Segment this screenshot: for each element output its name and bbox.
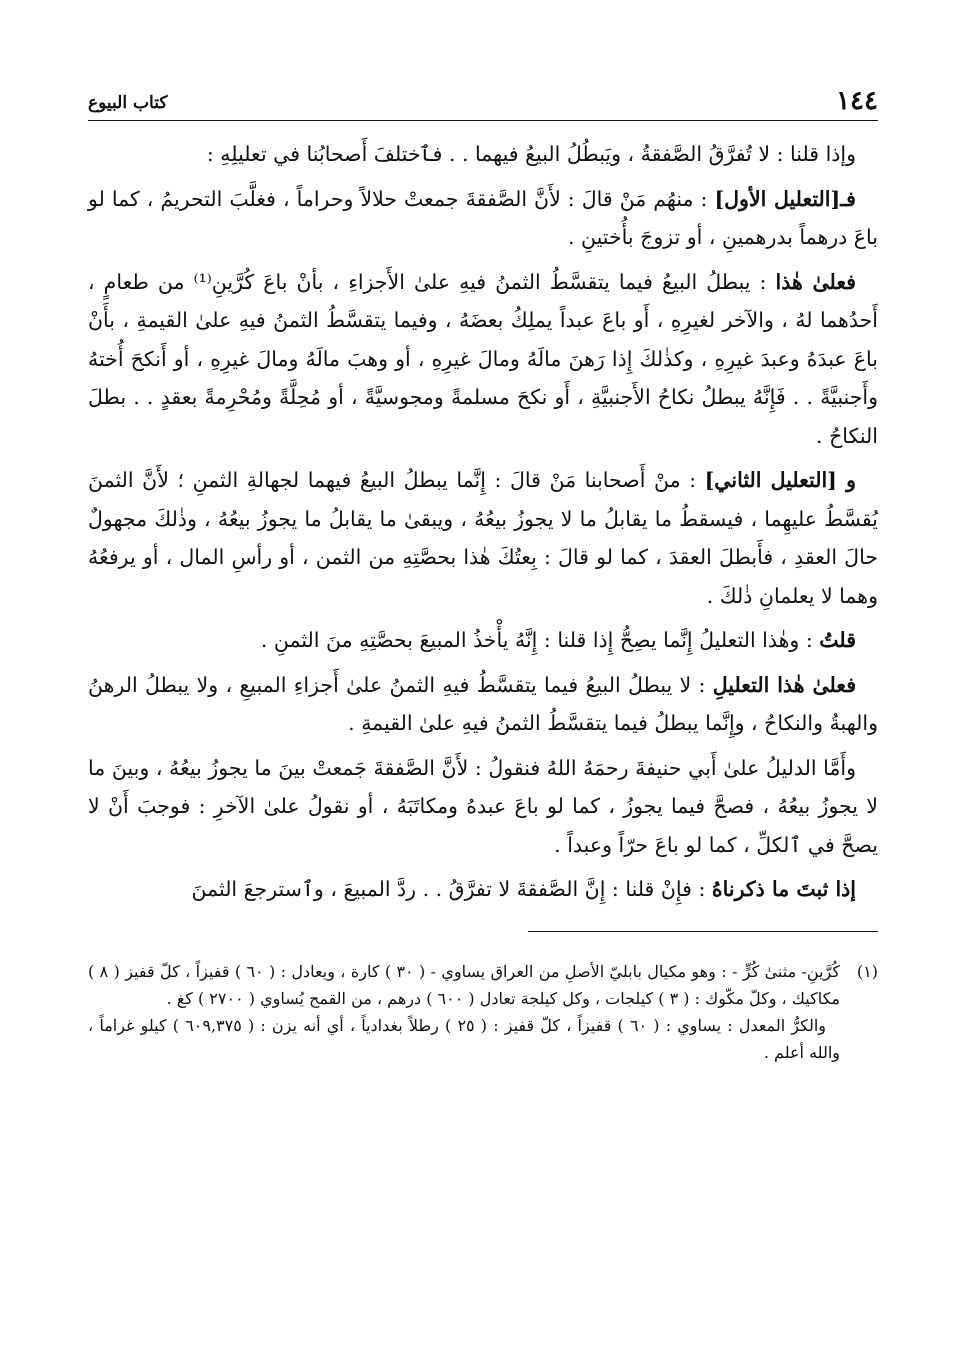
paragraph-text: وأَمَّا الدليلُ علىٰ أَبي حنيفةَ رحمَهُ اللهُ فنقولُ : لأَنَّ الصَّفقةَ جَمعتْ بينَ ما يجوزُ بيعُهُ ، وبينَ ما لا يجوزُ بيعُهُ ، فصحَّ فيما يجوزُ ، كما لو باعَ عبدهُ ومكاتَبَهُ ، أو نقولُ علىٰ الآخرِ : فوجبَ أَنْ لا يصحَّ في ٱلكلِّ ، كما لو باعَ حرّاً وعبداً . — [88, 755, 878, 857]
paragraph-lead: فـ[التعليل الأول] — [714, 186, 856, 211]
paragraph-lead: فعلىٰ هٰذا — [775, 269, 857, 294]
paragraph-text: : لا يبطلُ البيعُ فيما يتقسَّطُ فيهِ الثمنُ علىٰ أَجزاءِ المبيعِ ، ولا يبطلُ الرهنُ والهبةُ والنكاحُ ، وإِنَّما يبطلُ فيما يتقسَّطُ الثمنُ فيهِ علىٰ القيمةِ . — [88, 672, 878, 735]
paragraph-text: : يبطلُ البيعُ فيما يتقسَّطُ الثمنُ فيهِ علىٰ الأَجزاءِ ، بأنْ باعَ كُرَّينِ⁽¹⁾ من طعامٍ ، أَحدُهما لهُ ، والآخر لغيرِهِ ، أَو باعَ عبداً يملِكُ بعضَهُ ، وفيما يتقسَّطُ الثمنُ فيهِ علىٰ القيمةِ ، بأَنْ باعَ عبدَهُ وعبدَ غيرِهِ ، وكذٰلكَ إِذا رَهنَ مالَهُ ومالَ غيرِهِ ، أو وهبَ مالَهُ ومالَ غيرِهِ ، أو أَنكحَ أُختهُ وأَجنبيَّةً . . فَإِنَّهُ يبطلُ نكاحُ الأَجنبيَّةِ ، أَو نكحَ مسلمةً ومجوسيَّةً ، أو مُحِلَّةً ومُحْرِمةً بعقدٍ . . بطلَ النكاحُ . — [88, 269, 878, 448]
paragraph — [88, 870, 878, 909]
paragraph-text: وإذا قلنا : لا تُفرَّقُ الصَّفقةُ ، ويَبطُلُ البيعُ فيهما . . فٱختلفَ أَصحابُنا في تعليلِهِ : — [206, 142, 856, 166]
paragraph-text: : منهُم مَنْ قالَ : لأَنَّ الصَّفقةَ جمعتْ حلالاً وحراماً ، فغلَّبَ التحريمُ ، كما لو باعَ درهماً بدرهمينِ ، أو تزوجَ بأُختينِ . — [88, 186, 878, 249]
paragraph-text: : فإِنْ قلنا : إِنَّ الصَّفقةَ لا تفرَّقُ . . ردَّ المبيعَ ، وٱسترجعَ الثمنَ — [191, 877, 712, 901]
paragraph — [88, 263, 878, 456]
footnote-body — [88, 958, 840, 1066]
paragraph-lead: إذا ثبتَ ما ذكرناهُ — [711, 877, 856, 901]
paragraph-lead: قلتُ — [819, 628, 856, 652]
paragraph — [88, 135, 878, 174]
page-number: ١٤٤ — [836, 86, 878, 116]
footnote-marker: (١) — [856, 961, 878, 981]
footnote-line: كُرَّينِ- مثنىٰ كُرٍّ - : وهو مكيال بابليّ الأصلِ من العراق يساوي - ( ٣٠ ) كارة ، ويعادل : ( ٦٠ ) قفيزاً ، كلّ قفيز ( ٨ ) مكاكيك ، وكلّ مكّوك : ( ٣ ) كيلجات ، وكل كيلجة تعادل ( ٦٠٠ ) درهم ، من القمح يُساوي ( ٢٧٠٠ ) كغ . — [88, 961, 841, 1008]
book-title: كتاب البيوع — [88, 93, 168, 113]
footnotes — [88, 958, 878, 1066]
footnote-line: والكرُّ المعدل : يساوي : ( ٦٠ ) قفيزاً ، كلّ قفيز : ( ٢٥ ) رطلاً بغدادياً ، أي أنه يزن : ( ٦٠٩,٣٧٥ ) كيلو غراماً ، والله أعلم . — [88, 1015, 840, 1062]
paragraph — [88, 621, 878, 660]
paragraph — [88, 180, 878, 257]
paragraph — [88, 666, 878, 743]
book-page — [88, 86, 878, 1068]
paragraph — [88, 749, 878, 865]
paragraph-text: : وهٰذا التعليلُ إِنَّما يصِحُّ إِذا قلنا : إِنَّهُ يأْخذُ المبيعَ بحصَّتِهِ منَ الثمنِ . — [260, 628, 820, 652]
paragraph-text: : منْ أَصحابنا مَنْ قالَ : إِنَّما يبطلُ البيعُ فيهما لجهالةِ الثمنِ ؛ لأَنَّ الثمنَ يُقسَّطُ عليهِما ، فيسقطُ ما يقابلُ ما لا يجوزُ بيعُهُ ، ويبقىٰ ما يقابلُ ما يجوزُ بيعُهُ ، وذٰلكَ مجهولٌ حالَ العقدِ ، فأَبطلَ العقدَ ، كما لو قالَ : بِعتُكَ هٰذا بحصَّتِهِ من الثمن ، أو رأسِ المال ، أو يرفعُهُ وهما لا يعلمانِ ذٰلكَ . — [88, 468, 878, 608]
paragraph-lead: فعلىٰ هٰذا التعليلِ — [712, 672, 857, 697]
footnote-separator — [528, 931, 878, 932]
footnote — [88, 958, 878, 1066]
paragraph-lead: و [التعليل الثاني] — [704, 468, 856, 492]
running-head — [88, 86, 878, 121]
body-text — [88, 135, 878, 909]
footnote-separator-wrap — [88, 931, 878, 932]
paragraph — [88, 461, 878, 615]
